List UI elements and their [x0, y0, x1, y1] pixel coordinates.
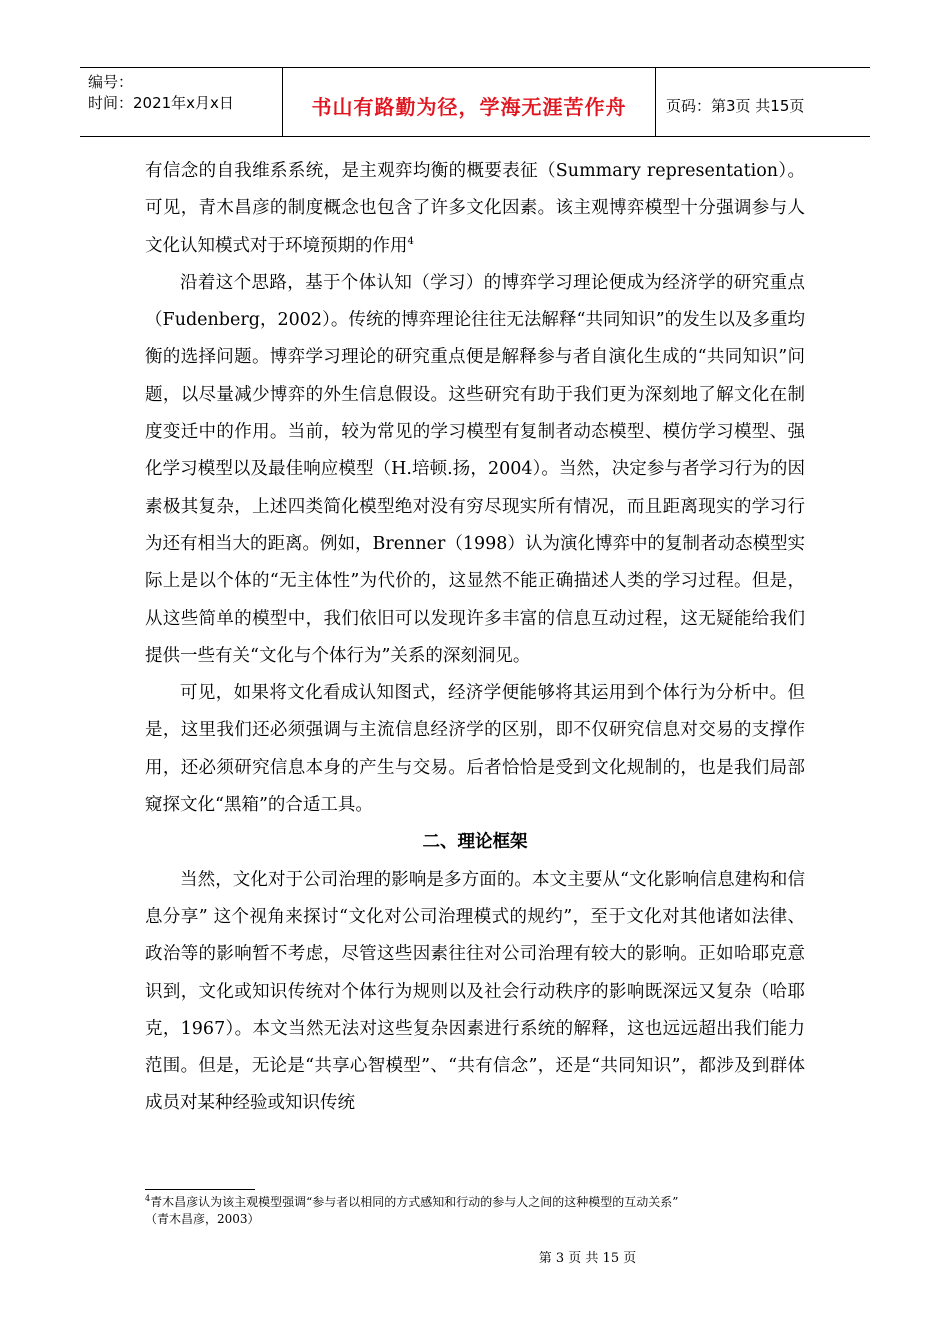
header-page-info: 页码：第3页 共15页: [666, 96, 805, 115]
paragraph-1-text: 有信念的自我维系系统，是主观弈均衡的概要表征（Summary representation）。可见，青木昌彦的制度概念也包含了许多文化因素。该主观博弈模型十分强调参与人文化认知模式对于环境预期的作用: [145, 161, 805, 256]
page-footer: [0, 1247, 950, 1266]
footnote: [145, 1194, 825, 1228]
document-date: 时间：2021年x月x日: [88, 94, 234, 112]
paragraph-3: 可见，如果将文化看成认知图式，经济学便能够将其运用到个体行为分析中。但是，这里我们还必须强调与主流信息经济学的区别，即不仅研究信息对交易的支撑作用，还必须研究信息本身的产生与交易。后者恰恰是受到文化规制的，也是我们局部窥探文化“黑箱”的合适工具。: [145, 683, 805, 816]
footnote-line-1: [145, 1194, 825, 1211]
footnote-text: 青木昌彦认为该主观模型强调“参与者以相同的方式感知和行动的参与人之间的这种模型的互动关系”: [150, 1195, 679, 1209]
header-meta-cell: [80, 68, 283, 136]
footnote-number: 4: [145, 1194, 151, 1203]
header-motto: 书山有路勤为径，学海无涯苦作舟: [283, 68, 656, 136]
page-number: 第 3 页 共 15 页: [538, 1251, 637, 1266]
paragraph-1: [145, 153, 805, 265]
footnote-divider: [145, 1189, 255, 1190]
document-number-label: 编号：: [88, 73, 134, 91]
page-header: [80, 67, 870, 137]
footnote-reference: 4: [407, 235, 414, 247]
paragraph-4: 当然，文化对于公司治理的影响是多方面的。本文主要从“文化影响信息建构和信息分享” 这个视角来探讨“文化对公司治理模式的规约”，至于文化对其他诸如法律、政治等的影响暂不考虑，尽管这些因素往往对公司治理有较大的影响。正如哈耶克意识到，文化或知识传统对个体行为规则以及社会行动秩序的影响既深远又复杂（哈耶克，1967）。本文当然无法对这些复杂因素进行系统的解释，这也远远超出我们能力范围。但是，无论是“共享心智模型”、“共有信念”，还是“共同知识”，都涉及到群体成员对某种经验或知识传统: [145, 869, 805, 1114]
document-body: [145, 153, 805, 1123]
footnote-line-2: （青木昌彦，2003）: [145, 1212, 260, 1226]
section-heading: 二、理论框架: [422, 832, 528, 853]
paragraph-2: 沿着这个思路，基于个体认知（学习）的博弈学习理论便成为经济学的研究重点（Fudenberg，2002）。传统的博弈理论往往无法解释“共同知识”的发生以及多重均衡的选择问题。博弈学习理论的研究重点便是解释参与者自演化生成的“共同知识”问题，以尽量减少博弈的外生信息假设。这些研究有助于我们更为深刻地了解文化在制度变迁中的作用。当前，较为常见的学习模型有复制者动态模型、模仿学习模型、强化学习模型以及最佳响应模型（H.培顿.扬，2004）。当然，决定参与者学习行为的因素极其复杂，上述四类简化模型绝对没有穷尽现实所有情况，而且距离现实的学习行为还有相当大的距离。例如，Brenner（1998）认为演化博弈中的复制者动态模型实际上是以个体的“无主体性”为代价的，这显然不能正确描述人类的学习过程。但是，从这些简单的模型中，我们依旧可以发现许多丰富的信息互动过程，这无疑能给我们提供一些有关“文化与个体行为”关系的深刻洞见。: [145, 272, 805, 666]
